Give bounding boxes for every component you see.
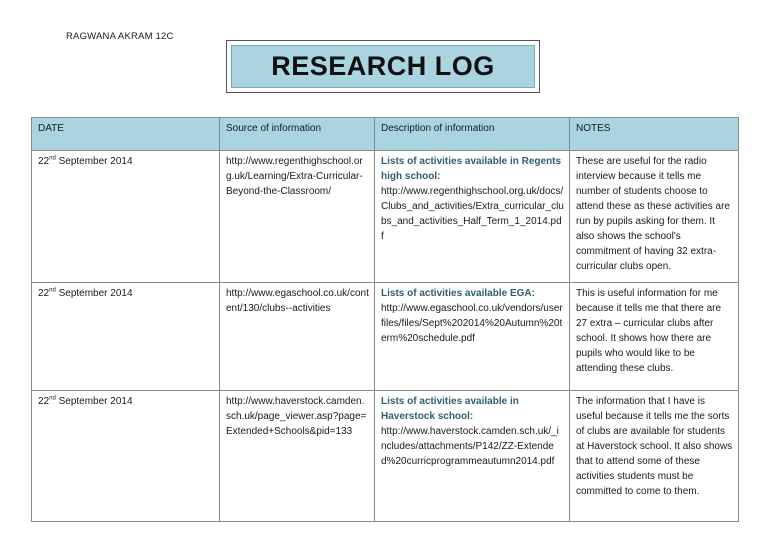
date-month-year: September 2014 xyxy=(55,396,133,407)
table-row xyxy=(32,391,739,522)
description-link[interactable]: http://www.egaschool.co.uk/vendors/userfiles/files/Sept%202014%20Autumn%20term%20schedule.pdf xyxy=(381,303,563,344)
table-row xyxy=(32,151,739,283)
description-link[interactable]: http://www.regenthighschool.org.uk/docs/Clubs_and_activities/Extra_curricular_clubs_and_activities_Half_Term_1_2014.pdf xyxy=(381,186,564,242)
date-suffix: nd xyxy=(49,395,56,402)
page-title: RESEARCH LOG xyxy=(271,51,495,81)
source-link[interactable]: http://www.regenthighschool.org.uk/Learning/Extra-Curricular-Beyond-the-Classroom/ xyxy=(220,151,375,283)
description-title: Lists of activities available in Regents high school: xyxy=(381,156,562,182)
date-suffix: nd xyxy=(49,287,56,294)
date-suffix: nd xyxy=(49,155,56,162)
notes-cell xyxy=(570,151,739,283)
date-day: 22 xyxy=(38,156,50,167)
description-link[interactable]: http://www.haverstock.camden.sch.uk/_includes/attachments/P142/ZZ-Extended%20curricprogrammeautumn2014.pdf xyxy=(381,426,559,467)
description-title: Lists of activities available in Haverstock school: xyxy=(381,396,519,422)
title-box xyxy=(231,45,535,88)
notes-cell xyxy=(570,283,739,391)
date-cell xyxy=(32,151,220,283)
header-date: DATE xyxy=(32,118,220,151)
date-day: 22 xyxy=(38,396,50,407)
research-log-table xyxy=(31,117,739,522)
notes-text: The information that I have is useful because it tells me the sorts of clubs are available for students at Haverstock school. It also shows that to attend some of these activities students must be committed to come to them. xyxy=(576,396,733,497)
header-description: Description of information xyxy=(375,118,570,151)
header-notes: NOTES xyxy=(570,118,739,151)
source-link[interactable]: http://www.egaschool.co.uk/content/130/clubs--activities xyxy=(220,283,375,391)
author-name: RAGWANA AKRAM 12C xyxy=(66,31,174,42)
header-source: Source of information xyxy=(220,118,375,151)
description-title: Lists of activities available EGA: xyxy=(381,288,535,299)
date-month-year: September 2014 xyxy=(55,288,133,299)
date-cell xyxy=(32,391,220,522)
title-frame xyxy=(226,40,540,93)
table-header-row xyxy=(32,118,739,151)
date-month-year: September 2014 xyxy=(55,156,133,167)
notes-text: This is useful information for me because it tells me that there are 27 extra – curricular clubs after school. It shows how there are pupils who would like to be attending these clubs. xyxy=(576,288,722,374)
description-cell xyxy=(375,283,570,391)
notes-cell xyxy=(570,391,739,522)
date-day: 22 xyxy=(38,288,50,299)
description-cell xyxy=(375,151,570,283)
source-link[interactable]: http://www.haverstock.camden.sch.uk/page_viewer.asp?page=Extended+Schools&pid=133 xyxy=(220,391,375,522)
date-cell xyxy=(32,283,220,391)
notes-text: These are useful for the radio interview because it tells me number of students choose to attend these as these activities are run by pupils asking for them. It also shows the school's commitment of having 32 extra-curricular clubs open. xyxy=(576,156,730,272)
table-row xyxy=(32,283,739,391)
description-cell xyxy=(375,391,570,522)
